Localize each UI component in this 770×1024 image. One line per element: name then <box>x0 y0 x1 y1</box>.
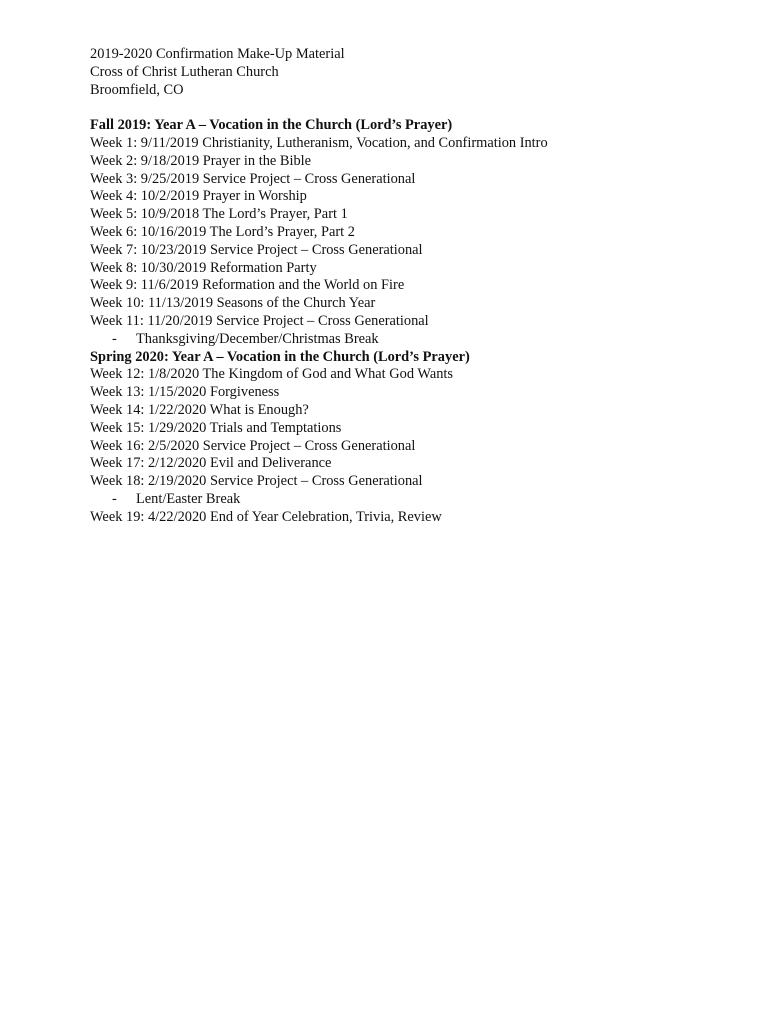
week-item: Week 16: 2/5/2020 Service Project – Cross Generational <box>90 437 416 454</box>
header-title: 2019-2020 Confirmation Make-Up Material <box>90 46 345 62</box>
fall-break-item <box>90 331 730 349</box>
week-item: Week 4: 10/2/2019 Prayer in Worship <box>90 188 307 205</box>
week-item: Week 19: 4/22/2020 End of Year Celebration, Trivia, Review <box>90 508 442 525</box>
fall-heading: Fall 2019: Year A – Vocation in the Church (Lord’s Prayer) <box>90 117 453 134</box>
spring-break-label: Lent/Easter Break <box>136 490 241 507</box>
week-item: Week 14: 1/22/2020 What is Enough? <box>90 401 309 418</box>
header-church: Cross of Christ Lutheran Church <box>90 63 279 80</box>
week-item: Week 5: 10/9/2018 The Lord’s Prayer, Part 1 <box>90 206 348 223</box>
fall-break-label: Thanksgiving/December/Christmas Break <box>136 330 379 347</box>
week-item: Week 7: 10/23/2019 Service Project – Cross Generational <box>90 241 423 258</box>
week-item: Week 11: 11/20/2019 Service Project – Cross Generational <box>90 312 429 329</box>
week-item: Week 8: 10/30/2019 Reformation Party <box>90 259 317 276</box>
bullet-dash: - <box>112 490 117 507</box>
week-item: Week 9: 11/6/2019 Reformation and the World on Fire <box>90 277 405 294</box>
week-item: Week 17: 2/12/2020 Evil and Deliverance <box>90 455 332 472</box>
spring-heading: Spring 2020: Year A – Vocation in the Church (Lord’s Prayer) <box>90 348 470 365</box>
week-item: Week 3: 9/25/2019 Service Project – Cross Generational <box>90 170 416 187</box>
week-item: Week 1: 9/11/2019 Christianity, Lutheranism, Vocation, and Confirmation Intro <box>90 134 548 151</box>
week-item: Week 18: 2/19/2020 Service Project – Cross Generational <box>90 473 423 490</box>
week-item: Week 2: 9/18/2019 Prayer in the Bible <box>90 152 312 169</box>
header-location: Broomfield, CO <box>90 81 184 98</box>
document-body <box>90 46 730 527</box>
week-item: Week 13: 1/15/2020 Forgiveness <box>90 384 280 401</box>
week-item: Week 10: 11/13/2019 Seasons of the Church Year <box>90 295 376 312</box>
bullet-dash: - <box>112 330 117 347</box>
week-item: Week 12: 1/8/2020 The Kingdom of God and What God Wants <box>90 366 453 383</box>
spring-break-item <box>90 491 730 509</box>
week-item: Week 6: 10/16/2019 The Lord’s Prayer, Part 2 <box>90 223 355 240</box>
week-item: Week 15: 1/29/2020 Trials and Temptations <box>90 419 342 436</box>
section-spacer <box>90 99 730 117</box>
